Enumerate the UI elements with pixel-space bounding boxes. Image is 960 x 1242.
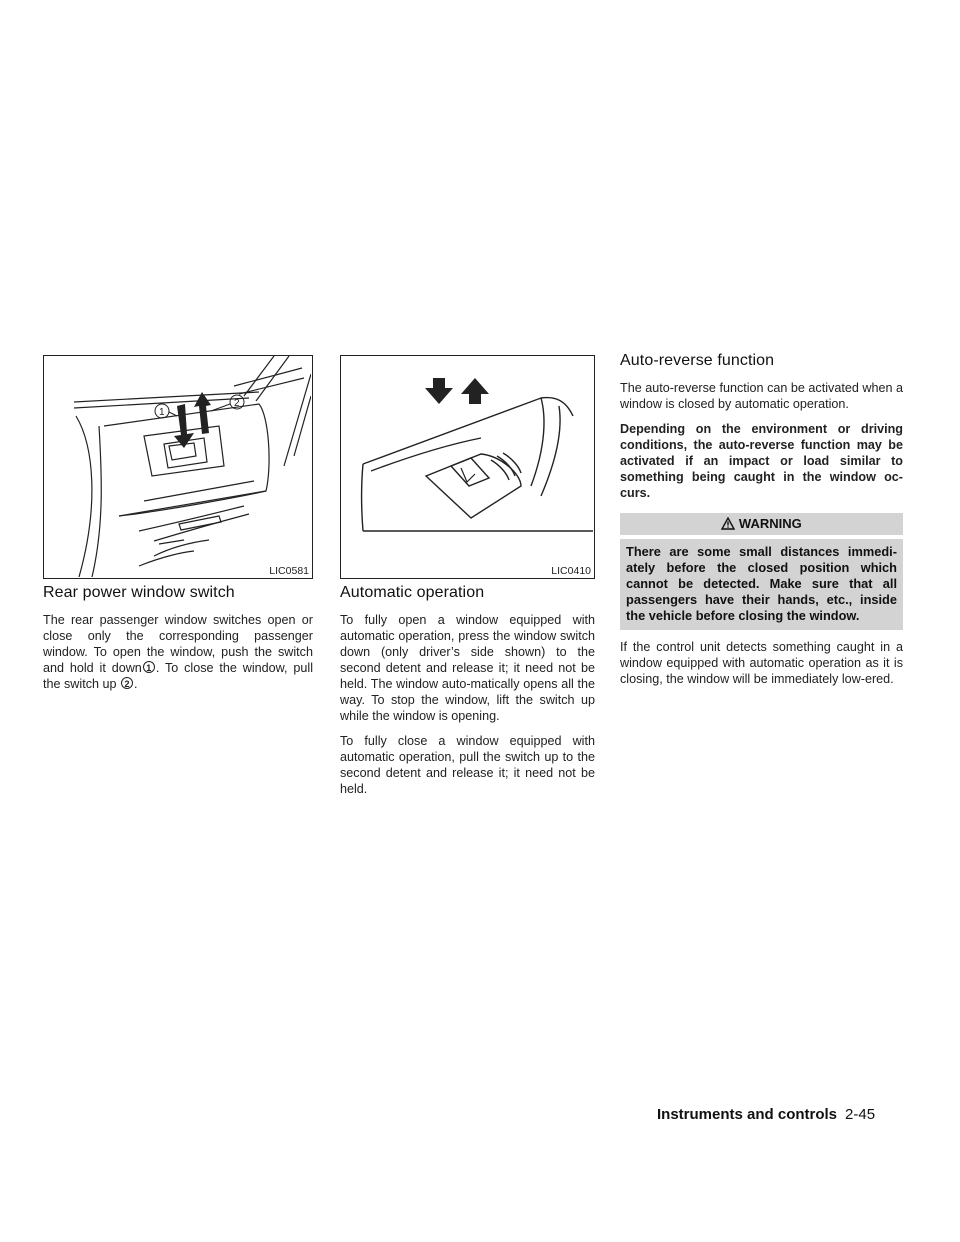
footer-section-title: Instruments and controls [657, 1106, 838, 1123]
figure-code: LIC0410 [551, 565, 591, 577]
figure-rear-window-switch [43, 355, 313, 579]
figure-code: LIC0581 [269, 565, 309, 577]
callout-1: 1 [159, 407, 165, 418]
callout-1-badge: 1 [143, 661, 155, 673]
body-paragraph-3: If the control unit detects something caught in a window equipped with automatic operation as it is closing, the window will be immediately low-ered. [620, 640, 903, 686]
auto-switch-illustration [341, 356, 593, 577]
arrow-up-icon [461, 378, 489, 404]
body-paragraph-2: To fully close a window equipped with automatic operation, pull the switch up to the second detent and release it; it need not be held. [340, 734, 595, 796]
column-auto-reverse [620, 352, 903, 696]
column-automatic-operation [340, 584, 595, 806]
page-footer [657, 1106, 917, 1123]
callout-2-badge: 2 [121, 677, 133, 689]
warning-text: There are some small distances immedi-ately before the closed position which cannot be detected. Make sure that all passengers have their hands, etc., inside the vehicle before closing the window. [620, 539, 903, 630]
column-rear-power-window [43, 584, 313, 701]
warning-box [620, 513, 903, 630]
page-number: 2-45 [845, 1106, 876, 1123]
warning-header [620, 513, 903, 535]
body-paragraph: The rear passenger window switches open or close only the corresponding passenger window. To open the window, push the switch and hold it down 1 . To close the window, pull the switch up 2 . [43, 613, 313, 691]
body-paragraph-1: To fully open a window equipped with automatic operation, press the window switch down (only driver’s side shown) to the second detent and release it; it need not be held. The window auto-matically opens all the way. To stop the window, lift the switch up while the window is opening. [340, 613, 595, 723]
section-heading: Rear power window switch [43, 584, 235, 601]
warning-icon [721, 517, 735, 530]
body-paragraph-2: Depending on the environment or driving conditions, the auto-reverse function may be activated if an impact or load similar to something being caught in the window oc-curs. [620, 422, 903, 500]
body-paragraph-1: The auto-reverse function can be activated when a window is closed by automatic operation. [620, 381, 903, 411]
callout-2: 2 [234, 398, 240, 409]
warning-title: WARNING [738, 516, 802, 531]
arrow-down-icon [425, 378, 453, 404]
section-heading: Automatic operation [340, 584, 485, 601]
rear-switch-illustration [44, 356, 311, 577]
section-heading: Auto-reverse function [620, 352, 775, 369]
figure-automatic-operation [340, 355, 595, 579]
